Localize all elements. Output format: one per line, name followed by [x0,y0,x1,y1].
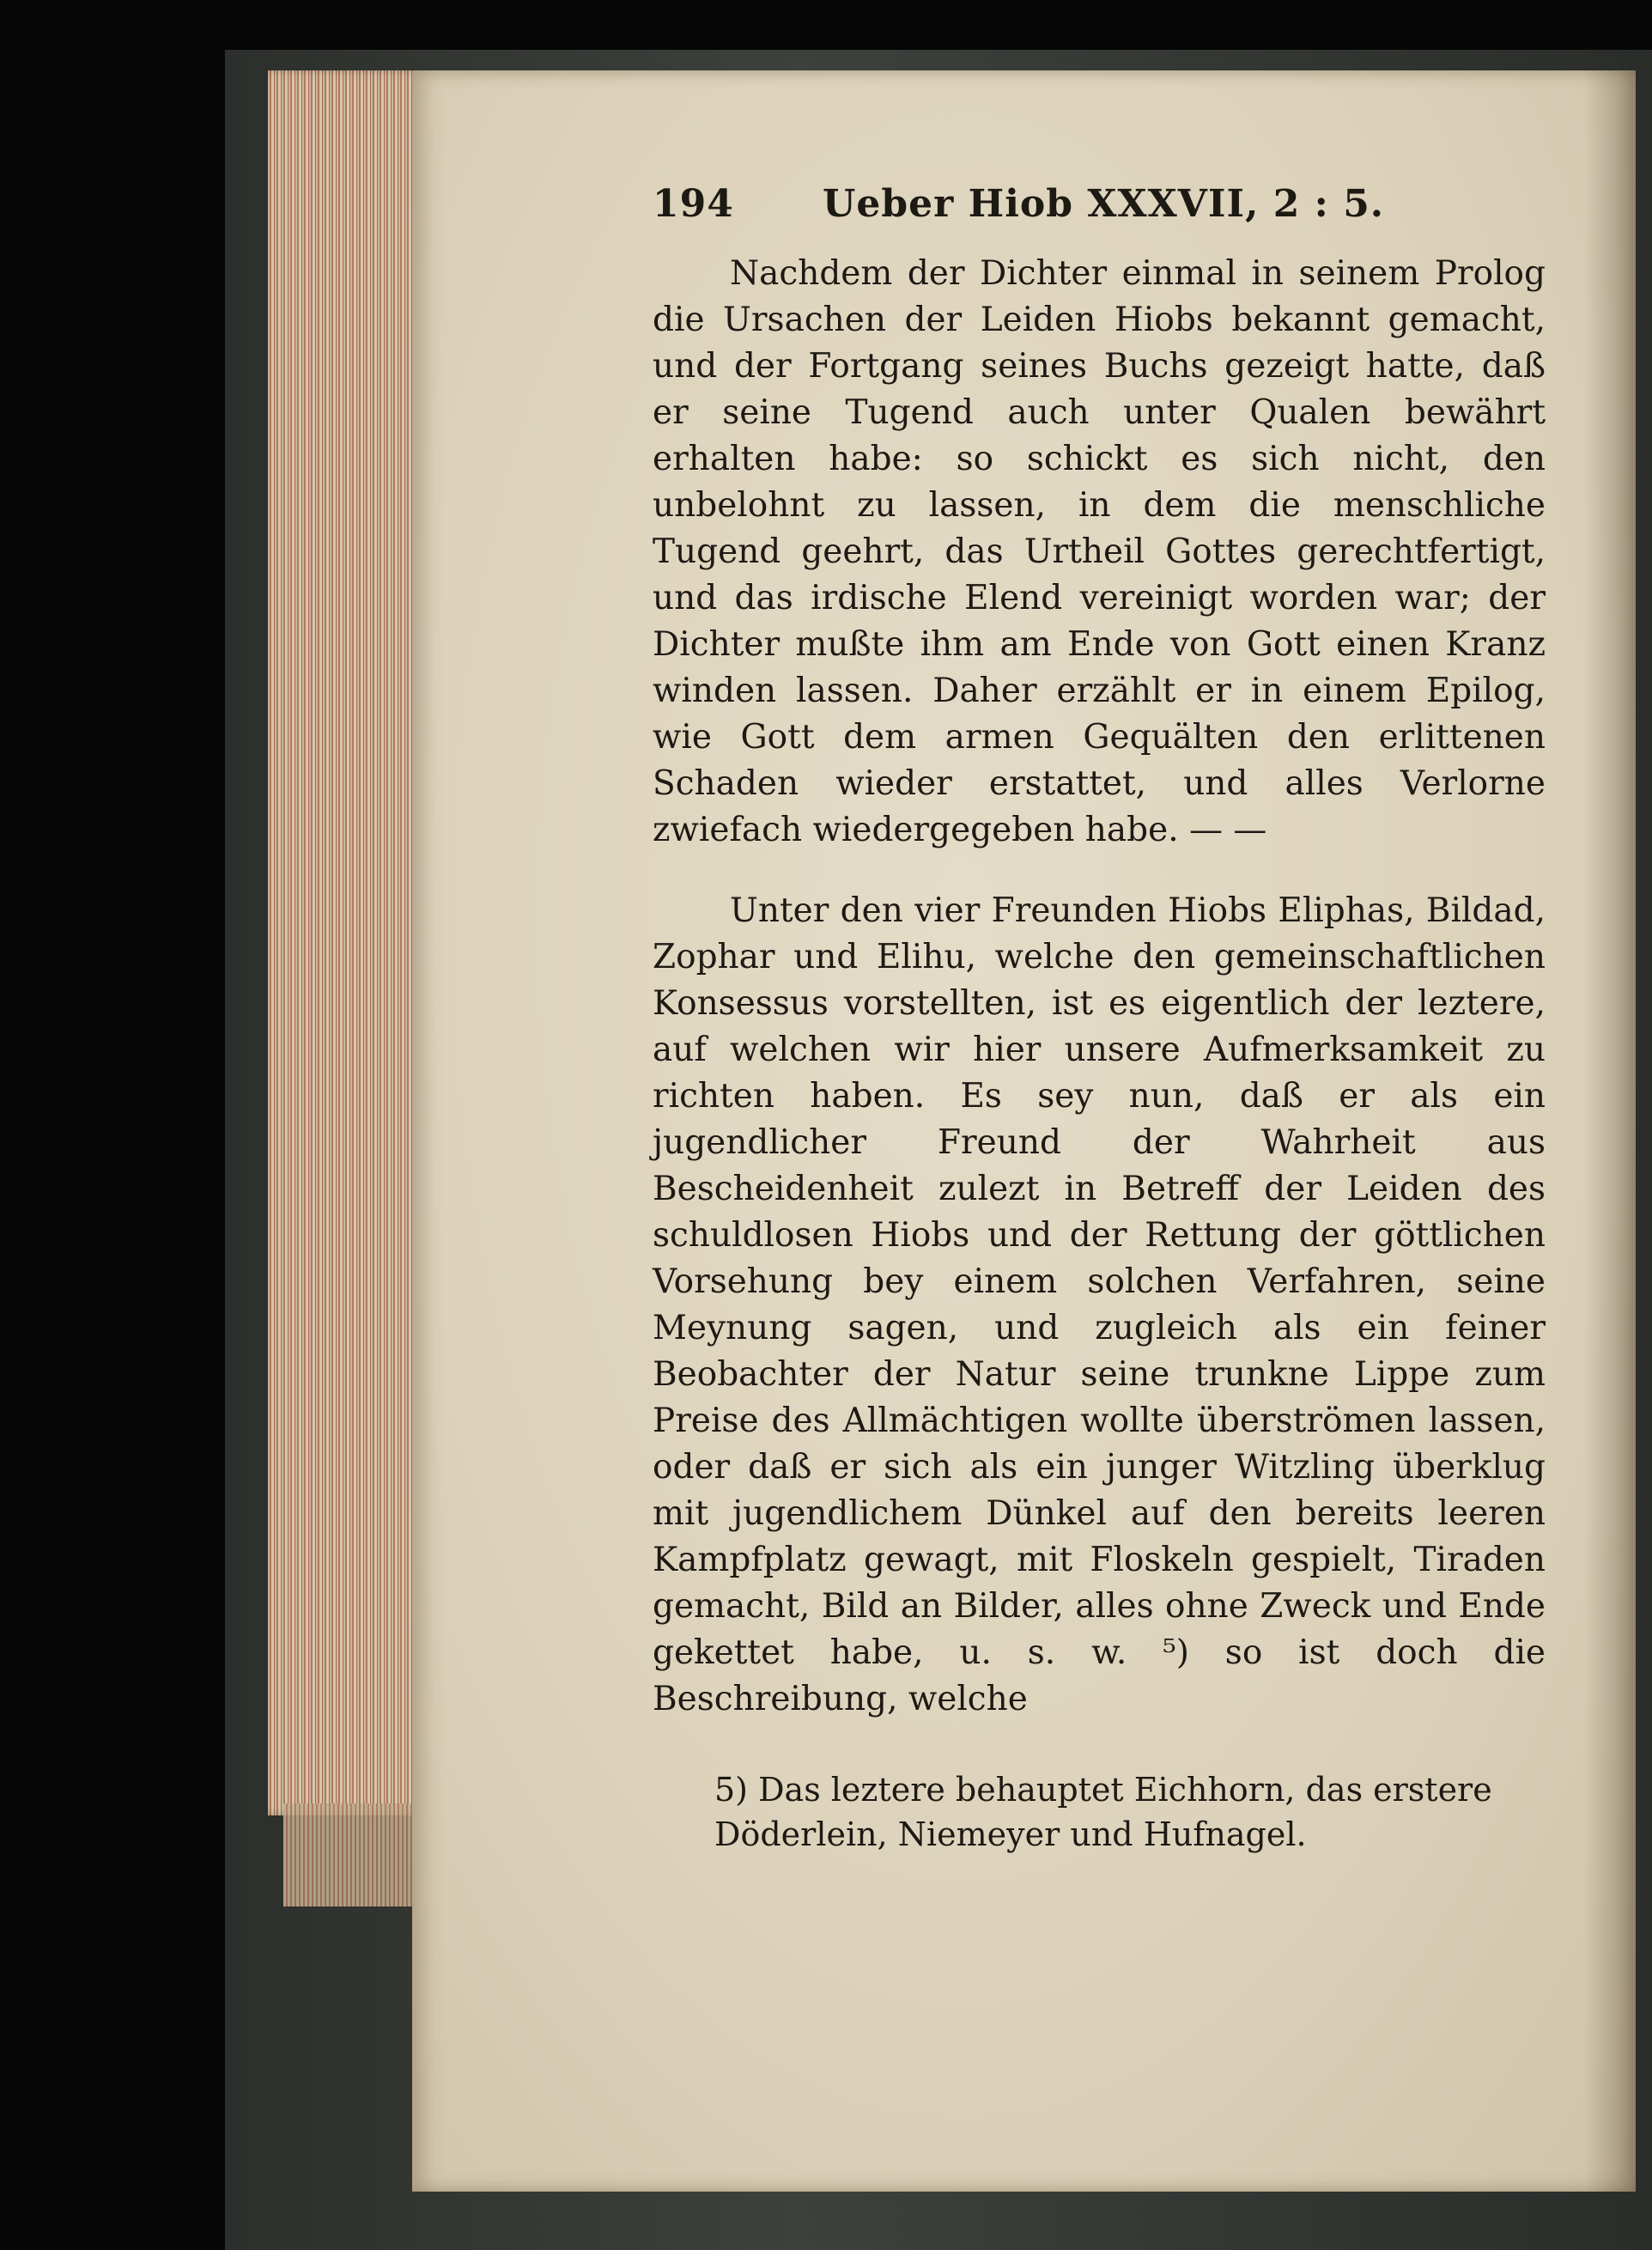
page-number: 194 [653,182,734,226]
footnote-line-1: 5) Das leztere behauptet Eichhorn, das erstere [714,1771,1492,1809]
running-title: Ueber Hiob XXXVII, 2 : 5. [823,182,1385,226]
paragraph-2: Unter den vier Freunden Hiobs Eliphas, Bildad, Zophar und Elihu, welche den gemeinschaftlichen Konsessus vorstellten, ist es eigentlich der leztere, auf welchen wir hier unsere Aufmerksamkeit zu richten haben. Es sey nun, daß er als ein jugendlicher Freund der Wahrheit aus Bescheidenheit zulezt in Betreff der Leiden des schuldlosen Hiobs und der Rettung der göttlichen Vorsehung bey einem solchen Verfahren, seine Meynung sagen, und zugleich als ein feiner Beobachter der Natur seine trunkne Lippe zum Preise des Allmächtigen wollte überströmen lassen, oder daß er sich als ein junger Witzling überklug mit jugendlichem Dünkel auf den bereits leeren Kampfplatz gewagt, mit Floskeln gespielt, Tiraden gemacht, Bild an Bilder, alles ohne Zweck und Ende gekettet habe, u. s. w. ⁵) so ist doch die Beschreibung, welche [653,891,1546,1718]
footnote [714,1767,1546,1857]
footnote-line-2: Döderlein, Niemeyer und Hufnagel. [714,1815,1307,1853]
page-edges [268,70,431,1815]
book-page [412,70,1636,2192]
paragraph-1: Nachdem der Dichter einmal in seinem Prolog die Ursachen der Leiden Hiobs bekannt gemacht, und der Fortgang seines Buchs gezeigt hatte, daß er seine Tugend auch unter Qualen bewährt erhalten habe: so schickt es sich nicht, den unbelohnt zu lassen, in dem die menschliche Tugend geehrt, das Urtheil Gottes gerechtfertigt, und das irdische Elend vereinigt worden war; der Dichter mußte ihm am Ende von Gott einen Kranz winden lassen. Daher erzählt er in einem Epilog, wie Gott dem armen Gequälten den erlittenen Schaden wieder erstattet, und alles Verlorne zwiefach wiedergegeben habe. — — [653,254,1546,849]
page-edges-lower [283,1803,412,1906]
gutter-shadow [1584,70,1636,2192]
text-block [653,182,1546,1857]
running-head [653,182,1546,251]
